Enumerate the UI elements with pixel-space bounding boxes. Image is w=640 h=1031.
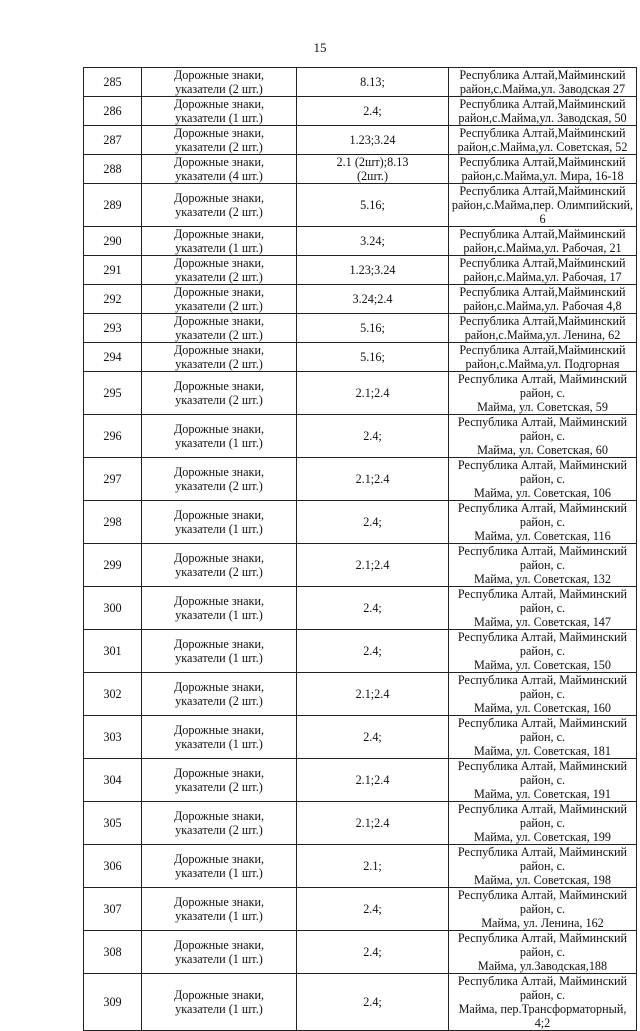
sign-codes-text: 2.1 (2шт);8.13 (2шт.): [336, 155, 409, 183]
sign-codes-cell: [297, 343, 449, 372]
address-cell: [449, 802, 637, 845]
address-text: Республика Алтай,Майминский район,с.Майма,ул. Мира, 16-18: [459, 155, 626, 183]
item-name-text: Дорожные знаки, указатели (1 шт.): [173, 227, 265, 255]
address-text: Республика Алтай,Майминский район,с.Майма,ул. Советская, 52: [457, 126, 628, 154]
sign-codes-cell: [297, 716, 449, 759]
sign-codes-text: 3.24;: [360, 234, 385, 248]
row-number-text: 285: [103, 75, 122, 89]
sign-codes-text: 2.4;: [363, 644, 382, 658]
row-number-text: 307: [103, 902, 122, 916]
address-cell: [449, 415, 637, 458]
row-number-text: 296: [103, 429, 122, 443]
row-number-cell: [84, 673, 142, 716]
address-cell: [449, 256, 637, 285]
row-number-cell: [84, 458, 142, 501]
row-number-cell: [84, 544, 142, 587]
address-cell: [449, 126, 637, 155]
sign-codes-cell: [297, 372, 449, 415]
row-number-cell: [84, 759, 142, 802]
sign-codes-text: 2.4;: [363, 104, 382, 118]
sign-codes-text: 2.4;: [363, 515, 382, 529]
sign-codes-cell: [297, 974, 449, 1031]
sign-codes-text: 1.23;3.24: [349, 133, 396, 147]
table-row: [84, 415, 637, 458]
sign-codes-cell: [297, 415, 449, 458]
sign-codes-text: 5.16;: [360, 198, 385, 212]
address-cell: [449, 97, 637, 126]
item-name-cell: [142, 314, 297, 343]
row-number-text: 302: [103, 687, 122, 701]
sign-codes-cell: [297, 673, 449, 716]
table-row: [84, 314, 637, 343]
row-number-cell: [84, 227, 142, 256]
table-row: [84, 285, 637, 314]
address-cell: [449, 155, 637, 184]
row-number-cell: [84, 184, 142, 227]
item-name-cell: [142, 415, 297, 458]
item-name-cell: [142, 888, 297, 931]
row-number-cell: [84, 256, 142, 285]
address-cell: [449, 759, 637, 802]
item-name-cell: [142, 372, 297, 415]
address-cell: [449, 372, 637, 415]
item-name-cell: [142, 285, 297, 314]
item-name-text: Дорожные знаки, указатели (1 шт.): [173, 938, 265, 966]
item-name-text: Дорожные знаки, указатели (2 шт.): [173, 465, 265, 493]
sign-codes-cell: [297, 184, 449, 227]
row-number-cell: [84, 501, 142, 544]
address-text: Республика Алтай,Майминский район,с.Майма,ул. Подгорная: [459, 343, 626, 371]
address-cell: [449, 314, 637, 343]
item-name-cell: [142, 544, 297, 587]
item-name-text: Дорожные знаки, указатели (1 шт.): [173, 988, 265, 1016]
row-number-text: 288: [103, 162, 122, 176]
sign-codes-cell: [297, 68, 449, 97]
item-name-text: Дорожные знаки, указатели (1 шт.): [173, 508, 265, 536]
sign-codes-cell: [297, 501, 449, 544]
table-row: [84, 845, 637, 888]
address-text: Республика Алтай, Майминский район, с. Майма, ул. Ленина, 162: [457, 888, 628, 930]
address-cell: [449, 630, 637, 673]
sign-codes-cell: [297, 227, 449, 256]
item-name-cell: [142, 97, 297, 126]
item-name-cell: [142, 716, 297, 759]
item-name-text: Дорожные знаки, указатели (2 шт.): [173, 314, 265, 342]
page-number: 15: [313, 40, 327, 55]
row-number-text: 294: [103, 350, 122, 364]
sign-codes-cell: [297, 458, 449, 501]
sign-codes-cell: [297, 97, 449, 126]
row-number-text: 287: [103, 133, 122, 147]
sign-codes-cell: [297, 845, 449, 888]
item-name-cell: [142, 227, 297, 256]
address-cell: [449, 587, 637, 630]
item-name-cell: [142, 931, 297, 974]
row-number-text: 286: [103, 104, 122, 118]
sign-codes-cell: [297, 931, 449, 974]
table-row: [84, 458, 637, 501]
item-name-text: Дорожные знаки, указатели (1 шт.): [173, 97, 265, 125]
sign-codes-cell: [297, 126, 449, 155]
table-row: [84, 544, 637, 587]
address-cell: [449, 845, 637, 888]
item-name-cell: [142, 587, 297, 630]
address-cell: [449, 544, 637, 587]
item-name-cell: [142, 802, 297, 845]
table-row: [84, 888, 637, 931]
item-name-text: Дорожные знаки, указатели (2 шт.): [173, 343, 265, 371]
table-row: [84, 931, 637, 974]
row-number-text: 295: [103, 386, 122, 400]
sign-codes-text: 2.4;: [363, 429, 382, 443]
row-number-text: 309: [103, 995, 122, 1009]
sign-codes-text: 2.1;2.4: [355, 386, 390, 400]
table-row: [84, 759, 637, 802]
item-name-text: Дорожные знаки, указатели (2 шт.): [173, 680, 265, 708]
table-row: [84, 673, 637, 716]
row-number-cell: [84, 372, 142, 415]
row-number-cell: [84, 126, 142, 155]
item-name-text: Дорожные знаки, указатели (1 шт.): [173, 852, 265, 880]
item-name-text: Дорожные знаки, указатели (2 шт.): [173, 809, 265, 837]
item-name-text: Дорожные знаки, указатели (2 шт.): [173, 191, 265, 219]
item-name-cell: [142, 845, 297, 888]
item-name-cell: [142, 155, 297, 184]
table-row: [84, 802, 637, 845]
address-text: Республика Алтай, Майминский район, с. Майма, ул. Советская, 132: [457, 544, 628, 586]
item-name-text: Дорожные знаки, указатели (1 шт.): [173, 723, 265, 751]
address-text: Республика Алтай,Майминский район,с.Майма,ул. Рабочая, 21: [459, 227, 626, 255]
row-number-text: 306: [103, 859, 122, 873]
address-text: Республика Алтай, Майминский район, с. Майма, ул. Советская, 106: [457, 458, 628, 500]
sign-codes-text: 2.4;: [363, 995, 382, 1009]
row-number-text: 301: [103, 644, 122, 658]
address-cell: [449, 716, 637, 759]
item-name-cell: [142, 501, 297, 544]
item-name-text: Дорожные знаки, указатели (2 шт.): [173, 551, 265, 579]
row-number-cell: [84, 343, 142, 372]
address-cell: [449, 974, 637, 1031]
sign-codes-text: 1.23;3.24: [349, 263, 396, 277]
sign-codes-text: 2.4;: [363, 601, 382, 615]
table-row: [84, 343, 637, 372]
item-name-cell: [142, 256, 297, 285]
address-cell: [449, 343, 637, 372]
sign-codes-cell: [297, 802, 449, 845]
sign-codes-cell: [297, 544, 449, 587]
address-cell: [449, 888, 637, 931]
sign-codes-cell: [297, 759, 449, 802]
row-number-text: 293: [103, 321, 122, 335]
item-name-text: Дорожные знаки, указатели (2 шт.): [173, 256, 265, 284]
address-cell: [449, 68, 637, 97]
row-number-text: 292: [103, 292, 122, 306]
item-name-text: Дорожные знаки, указатели (4 шт.): [173, 155, 265, 183]
sign-codes-cell: [297, 888, 449, 931]
sign-codes-text: 2.4;: [363, 730, 382, 744]
row-number-cell: [84, 587, 142, 630]
row-number-text: 289: [103, 198, 122, 212]
row-number-cell: [84, 716, 142, 759]
sign-codes-text: 2.1;2.4: [355, 558, 390, 572]
row-number-text: 297: [103, 472, 122, 486]
table-row: [84, 126, 637, 155]
row-number-text: 304: [103, 773, 122, 787]
address-text: Республика Алтай, Майминский район, с. Майма, пер.Трансформаторный, 4;2: [457, 974, 628, 1030]
row-number-cell: [84, 845, 142, 888]
sign-codes-text: 2.4;: [363, 945, 382, 959]
row-number-cell: [84, 630, 142, 673]
row-number-text: 305: [103, 816, 122, 830]
row-number-cell: [84, 68, 142, 97]
row-number-text: 298: [103, 515, 122, 529]
table-row: [84, 630, 637, 673]
item-name-text: Дорожные знаки, указатели (2 шт.): [173, 68, 265, 96]
item-name-text: Дорожные знаки, указатели (2 шт.): [173, 766, 265, 794]
address-text: Республика Алтай, Майминский район, с. Майма, ул. Советская, 60: [457, 415, 628, 457]
row-number-cell: [84, 314, 142, 343]
sign-codes-cell: [297, 256, 449, 285]
row-number-text: 299: [103, 558, 122, 572]
row-number-cell: [84, 415, 142, 458]
address-cell: [449, 931, 637, 974]
table-row: [84, 97, 637, 126]
item-name-cell: [142, 630, 297, 673]
address-text: Республика Алтай, Майминский район, с. Майма, ул. Советская, 59: [457, 372, 628, 414]
address-text: Республика Алтай,Майминский район,с.Майма,ул. Заводская, 50: [458, 97, 627, 125]
sign-codes-text: 2.1;2.4: [355, 472, 390, 486]
table-row: [84, 68, 637, 97]
address-cell: [449, 458, 637, 501]
sign-codes-cell: [297, 285, 449, 314]
table-row: [84, 587, 637, 630]
item-name-cell: [142, 126, 297, 155]
address-text: Республика Алтай,Майминский район,с.Майма,ул. Рабочая 4,8: [459, 285, 626, 313]
row-number-text: 291: [103, 263, 122, 277]
item-name-cell: [142, 673, 297, 716]
address-text: Республика Алтай, Майминский район, с. Майма, ул. Советская, 147: [457, 587, 628, 629]
table-body: [84, 68, 637, 1031]
sign-codes-text: 2.1;: [363, 859, 382, 873]
table-row: [84, 184, 637, 227]
sign-codes-text: 8.13;: [360, 75, 385, 89]
row-number-cell: [84, 155, 142, 184]
address-cell: [449, 673, 637, 716]
item-name-text: Дорожные знаки, указатели (2 шт.): [173, 285, 265, 313]
table-row: [84, 501, 637, 544]
address-text: Республика Алтай, Майминский район, с. Майма, ул. Советская, 181: [457, 716, 628, 758]
row-number-text: 303: [103, 730, 122, 744]
table-row: [84, 372, 637, 415]
item-name-text: Дорожные знаки, указатели (2 шт.): [173, 379, 265, 407]
row-number-cell: [84, 97, 142, 126]
item-name-text: Дорожные знаки, указатели (1 шт.): [173, 594, 265, 622]
address-text: Республика Алтай, Майминский район, с. Майма, ул. Советская, 199: [457, 802, 628, 844]
sign-codes-text: 2.1;2.4: [355, 773, 390, 787]
sign-codes-text: 2.1;2.4: [355, 816, 390, 830]
row-number-text: 290: [103, 234, 122, 248]
address-text: Республика Алтай, Майминский район, с. Майма, ул.Заводская,188: [457, 931, 628, 973]
address-text: Республика Алтай,Майминский район,с.Майма,пер. Олимпийский, 6: [451, 184, 634, 226]
table-row: [84, 227, 637, 256]
sign-codes-text: 2.4;: [363, 902, 382, 916]
address-text: Республика Алтай,Майминский район,с.Майма,ул. Рабочая, 17: [459, 256, 626, 284]
sign-codes-text: 3.24;2.4: [352, 292, 393, 306]
row-number-text: 300: [103, 601, 122, 615]
address-cell: [449, 501, 637, 544]
row-number-cell: [84, 285, 142, 314]
sign-codes-cell: [297, 314, 449, 343]
table-row: [84, 256, 637, 285]
table-row: [84, 974, 637, 1031]
item-name-cell: [142, 759, 297, 802]
address-cell: [449, 227, 637, 256]
item-name-text: Дорожные знаки, указатели (1 шт.): [173, 422, 265, 450]
address-text: Республика Алтай, Майминский район, с. Майма, ул. Советская, 116: [457, 501, 628, 543]
item-name-text: Дорожные знаки, указатели (1 шт.): [173, 895, 265, 923]
address-text: Республика Алтай, Майминский район, с. Майма, ул. Советская, 160: [457, 673, 628, 715]
item-name-cell: [142, 68, 297, 97]
item-name-text: Дорожные знаки, указатели (1 шт.): [173, 637, 265, 665]
sign-codes-text: 2.1;2.4: [355, 687, 390, 701]
sign-codes-cell: [297, 587, 449, 630]
row-number-cell: [84, 974, 142, 1031]
address-cell: [449, 285, 637, 314]
road-signs-table: [83, 67, 637, 1031]
item-name-text: Дорожные знаки, указатели (2 шт.): [173, 126, 265, 154]
address-text: Республика Алтай, Майминский район, с. Майма, ул. Советская, 198: [457, 845, 628, 887]
address-text: Республика Алтай,Майминский район,с.Майма,ул. Заводская 27: [459, 68, 626, 96]
item-name-cell: [142, 458, 297, 501]
address-text: Республика Алтай, Майминский район, с. Майма, ул. Советская, 191: [457, 759, 628, 801]
item-name-cell: [142, 343, 297, 372]
row-number-text: 308: [103, 945, 122, 959]
address-cell: [449, 184, 637, 227]
row-number-cell: [84, 802, 142, 845]
sign-codes-text: 5.16;: [360, 321, 385, 335]
address-text: Республика Алтай, Майминский район, с. Майма, ул. Советская, 150: [457, 630, 628, 672]
sign-codes-text: 5.16;: [360, 350, 385, 364]
row-number-cell: [84, 888, 142, 931]
table-row: [84, 716, 637, 759]
row-number-cell: [84, 931, 142, 974]
item-name-cell: [142, 184, 297, 227]
table-row: [84, 155, 637, 184]
address-text: Республика Алтай,Майминский район,с.Майма,ул. Ленина, 62: [459, 314, 626, 342]
item-name-cell: [142, 974, 297, 1031]
sign-codes-cell: [297, 630, 449, 673]
sign-codes-cell: [297, 155, 449, 184]
